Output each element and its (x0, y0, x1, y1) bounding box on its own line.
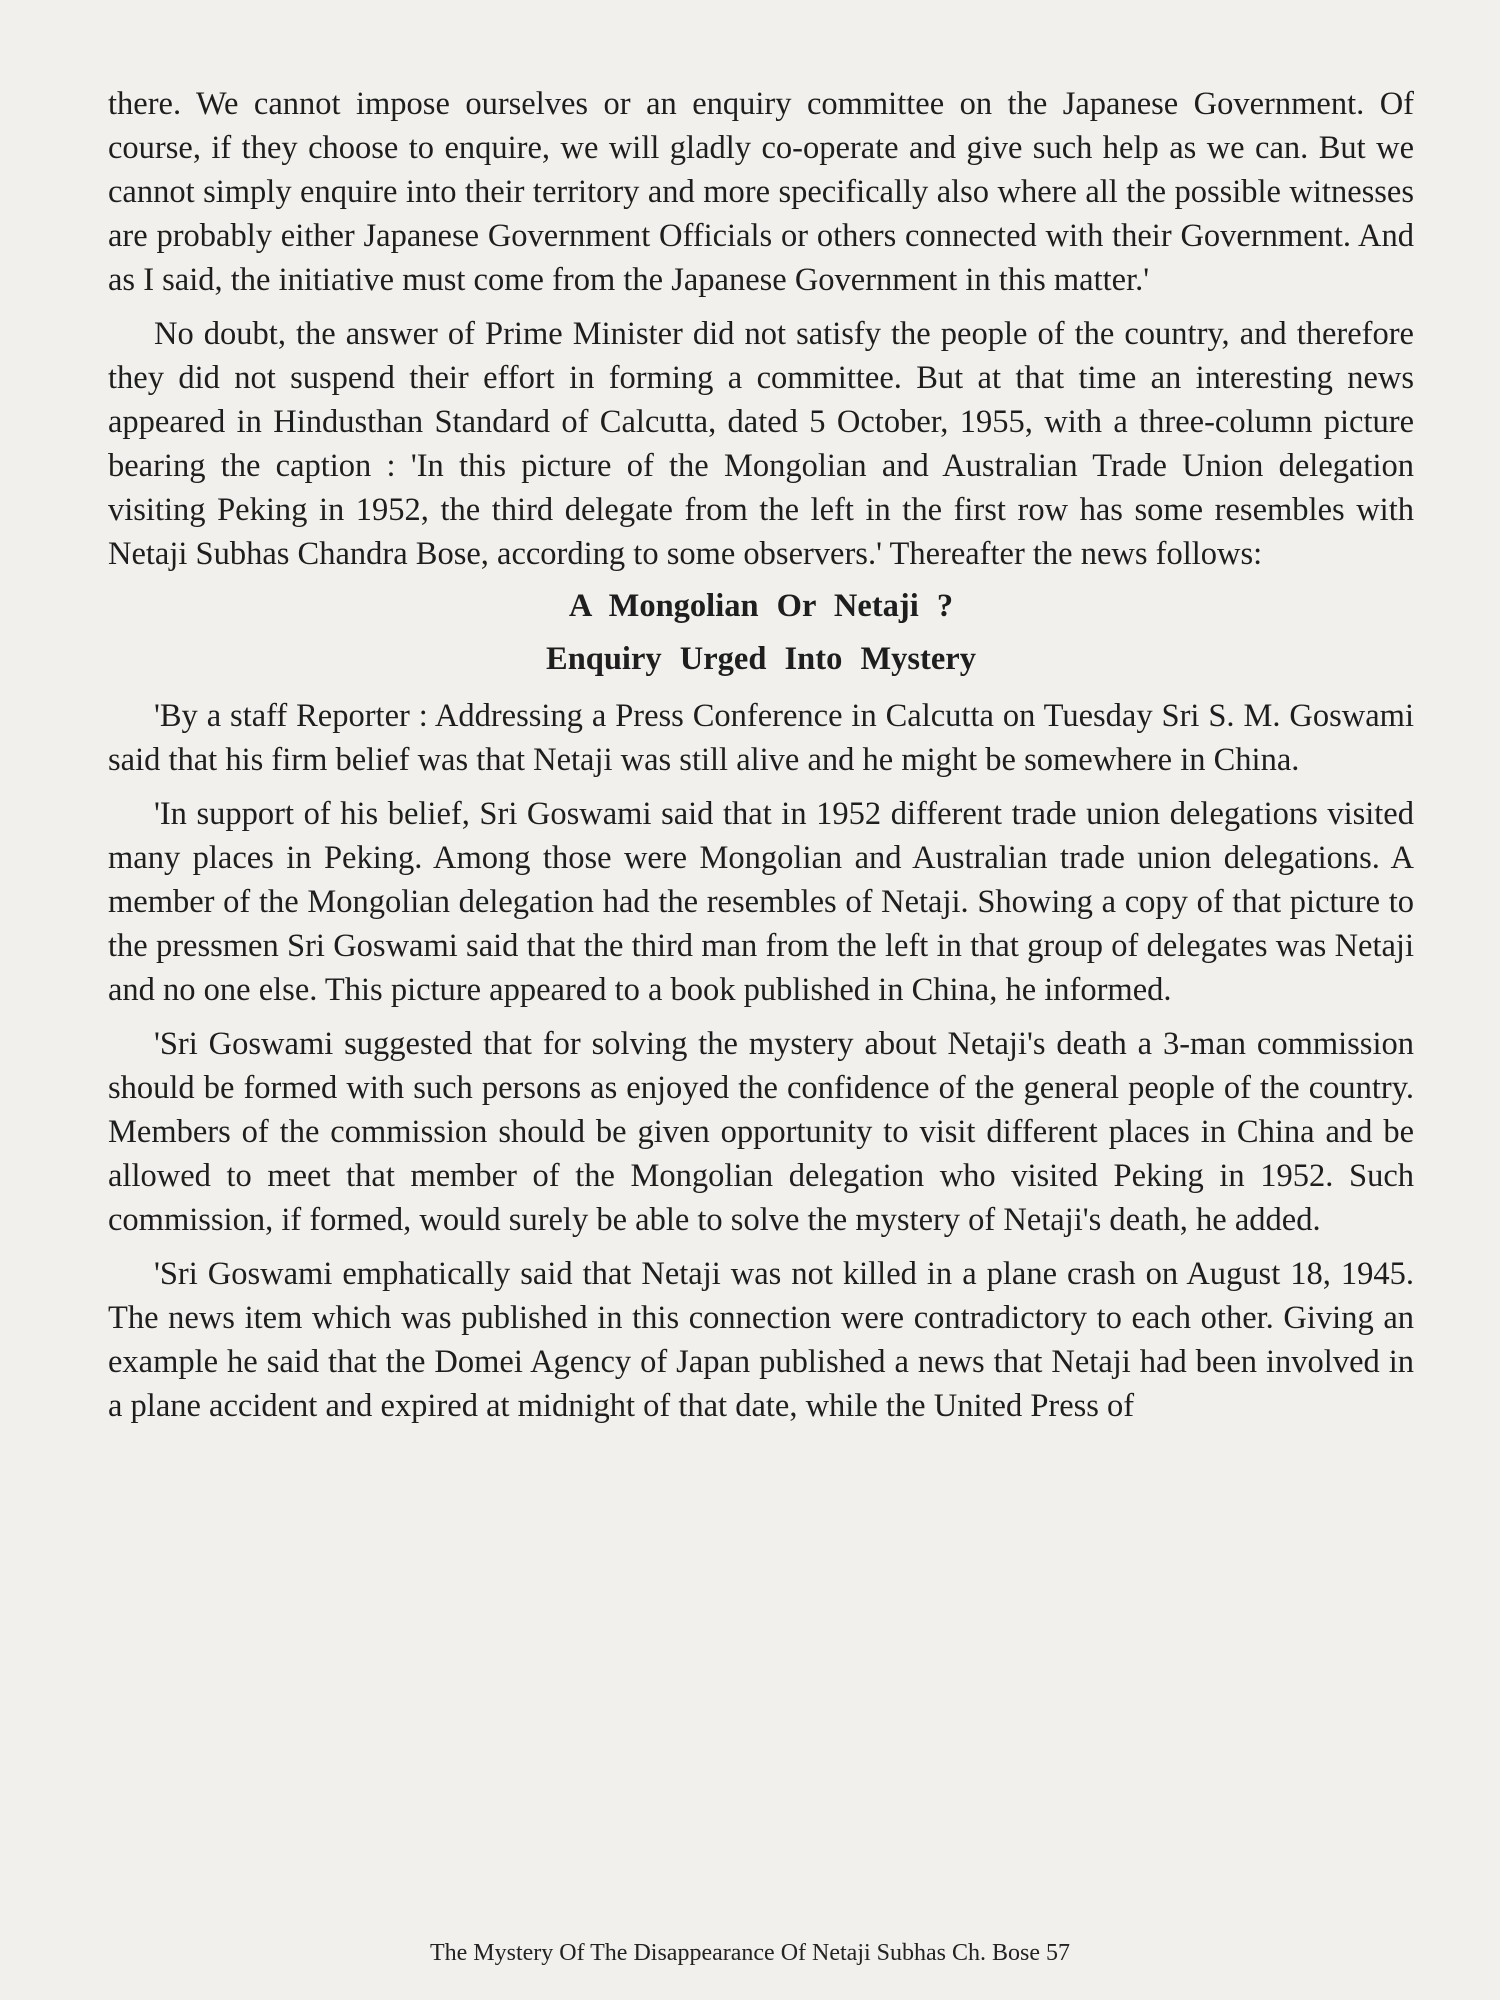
page-footer: The Mystery Of The Disappearance Of Netaji Subhas Ch. Bose 57 (429, 1940, 1071, 1966)
news-paragraph-commission: 'Sri Goswami suggested that for solving the mystery about Netaji's death a 3-man commission should be formed with such persons as enjoyed the confidence of the general people of the country. Members of the commission should be given opportunity to visit different places in China and be allowed to meet that member of the Mongolian delegation who visited Peking in 1952. Such commission, if formed, would surely be able to solve the mystery of Netaji's death, he added. (108, 1026, 1414, 1238)
news-paragraph-reporter: 'By a staff Reporter : Addressing a Press Conference in Calcutta on Tuesday Sri S. M. Goswami said that his firm belief was that Netaji was still alive and he might be somewhere in China. (108, 698, 1414, 778)
news-headline: A Mongolian Or Netaji ? (568, 588, 954, 624)
paragraph-prime-minister-answer: No doubt, the answer of Prime Minister did not satisfy the people of the country, and therefore they did not suspend their effort in forming a committee. But at that time an interesting news appeared in Hindusthan Standard of Calcutta, dated 5 October, 1955, with a three-column picture bearing the caption : 'In this picture of the Mongolian and Australian Trade Union delegation visiting Peking in 1952, the third delegate from the left in the first row has some resembles with Netaji Subhas Chandra Bose, according to some observers.' Thereafter the news follows: (108, 316, 1414, 572)
news-paragraph-support: 'In support of his belief, Sri Goswami said that in 1952 different trade union delegations visited many places in Peking. Among those were Mongolian and Australian trade union delegations. A member of the Mongolian delegation had the resembles of Netaji. Showing a copy of that picture to the pressmen Sri Goswami said that the third man from the left in that group of delegates was Netaji and no one else. This picture appeared to a book published in China, he informed. (108, 796, 1414, 1008)
paragraph-continuation: there. We cannot impose ourselves or an enquiry committee on the Japanese Government. Of course, if they choose to enquire, we will gladly co-operate and give such help as we can. But we cannot simply enquire into their territory and more specifically also where all the possible witnesses are probably either Japanese Government Officials or others connected with their Government. And as I said, the initiative must come from the Japanese Government in this matter.' (108, 86, 1414, 298)
page-body (108, 82, 1414, 1428)
news-headline-block (108, 580, 1414, 686)
news-paragraph-plane-crash: 'Sri Goswami emphatically said that Netaji was not killed in a plane crash on August 18, 1945. The news item which was published in this connection were contradictory to each other. Giving an example he said that the Domei Agency of Japan published a news that Netaji had been involved in a plane accident and expired at midnight of that date, while the United Press of (108, 1256, 1414, 1424)
news-subheadline: Enquiry Urged Into Mystery (546, 641, 976, 677)
